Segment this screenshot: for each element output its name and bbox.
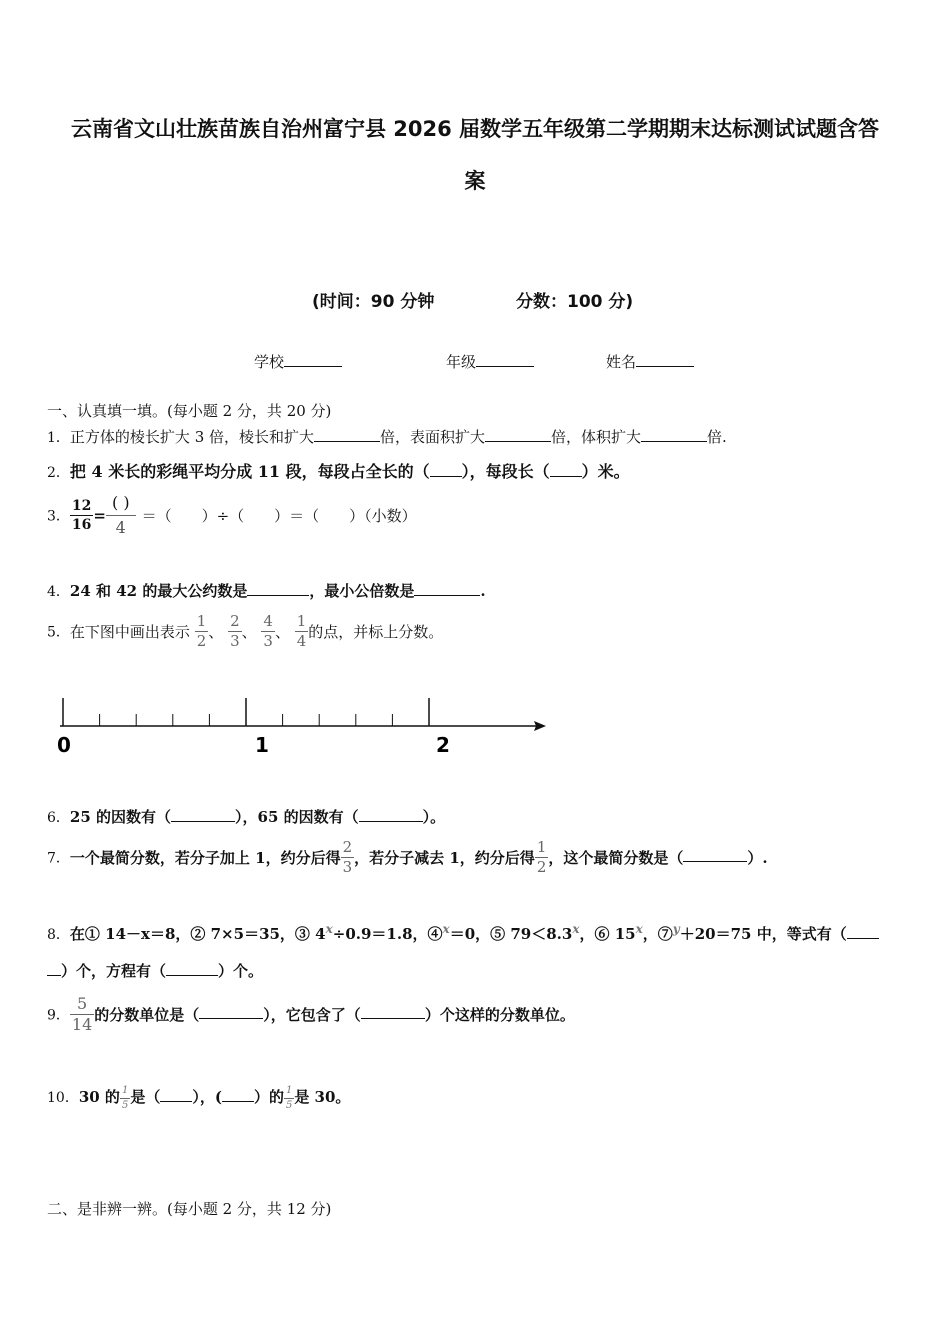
name-blank[interactable] <box>636 365 694 367</box>
page-title-continued: 案 <box>464 169 486 193</box>
q1-text-b: 倍，表面积扩大 <box>380 428 486 446</box>
question-4 <box>47 580 486 601</box>
q9-fraction-5-14: $\frac{5}{14}$ <box>71 994 93 1034</box>
q2-blank-1[interactable] <box>430 475 462 477</box>
q7-fraction-1-2: $\frac{1}{2}$ <box>536 838 547 876</box>
q8-text-5: ，⑦ <box>642 925 673 943</box>
question-2 <box>47 459 630 482</box>
name-field <box>606 351 694 372</box>
exam-time: (时间：90 分钟 <box>312 292 435 312</box>
question-number: 9． <box>47 1007 70 1024</box>
q10-text-c: ），( <box>192 1088 222 1106</box>
q5-fraction-4-3: $\frac{4}{3}$ <box>263 612 273 650</box>
question-6 <box>47 806 445 827</box>
q8-text-8: ）个。 <box>218 962 264 980</box>
q1-text-c: 倍，体积扩大 <box>551 428 642 446</box>
q4-text-c: . <box>480 582 486 600</box>
q8-variable-x: x <box>442 922 450 936</box>
section-2-heading: 二、是非辨一辨。(每小题 2 分，共 12 分) <box>47 1200 332 1218</box>
q3-fraction-12-16: $\frac{12}{16}$ <box>71 498 92 533</box>
q5-text-a: 在下图中画出表示 <box>69 623 190 641</box>
q5-fraction-1-4: $\frac{1}{4}$ <box>296 612 307 650</box>
page-title: 云南省文山壮族苗族自治州富宁县 2026 届数学五年级第二学期期末达标测试试题含答 <box>70 117 880 141</box>
q1-blank-1[interactable] <box>314 440 380 442</box>
q6-blank-1[interactable] <box>171 820 235 822</box>
q8-variable-y: y <box>672 922 680 936</box>
number-line-label-2: 2 <box>436 733 450 757</box>
question-3 <box>47 495 417 536</box>
q8-blank-1-continued[interactable] <box>47 974 61 976</box>
q7-text-d: ）. <box>747 849 768 867</box>
school-label: 学校 <box>254 353 285 371</box>
question-number: 8． <box>47 927 70 943</box>
question-number: 4． <box>47 584 70 600</box>
q7-blank[interactable] <box>683 860 747 862</box>
q10-text-e: 是 30。 <box>294 1088 351 1106</box>
q1-text-a: 正方体的棱长扩大 3 倍，棱长和扩大 <box>69 428 315 446</box>
question-5 <box>47 614 443 649</box>
q7-text-b: ，若分子减去 1，约分后得 <box>354 849 535 867</box>
question-number: 5． <box>47 624 70 641</box>
q10-text-a: 30 的 <box>78 1088 120 1106</box>
q8-variable-x: x <box>572 922 580 936</box>
question-9 <box>47 996 575 1033</box>
number-line-label-0: 0 <box>57 733 71 757</box>
number-line-label-1: 1 <box>255 733 269 757</box>
question-1 <box>47 426 727 447</box>
q9-blank-2[interactable] <box>361 1017 425 1019</box>
q1-text-d: 倍. <box>707 428 727 446</box>
grade-blank[interactable] <box>476 365 534 367</box>
q1-blank-3[interactable] <box>641 440 707 442</box>
q6-text-a: 25 的因数有（ <box>69 808 172 826</box>
grade-label: 年级 <box>446 353 477 371</box>
grade-field <box>446 351 534 372</box>
q10-blank-1[interactable] <box>160 1100 192 1102</box>
q10-fraction-1-5: $\frac{1}{5}$ <box>121 1085 129 1111</box>
q6-text-c: ）。 <box>422 808 446 826</box>
q10-text-d: ）的 <box>253 1088 284 1106</box>
q4-blank-1[interactable] <box>247 594 309 596</box>
question-10 <box>47 1086 350 1111</box>
name-label: 姓名 <box>606 353 637 371</box>
q9-text-c: ）个这样的分数单位。 <box>424 1006 575 1024</box>
q10-fraction-1-5: $\frac{1}{5}$ <box>285 1085 293 1111</box>
q7-fraction-2-3: $\frac{2}{3}$ <box>342 838 353 876</box>
question-number: 7． <box>47 850 70 867</box>
q7-text-c: ，这个最简分数是（ <box>548 849 684 867</box>
exam-score: 分数：100 分) <box>516 292 634 312</box>
q5-fraction-2-3: $\frac{2}{3}$ <box>230 612 240 650</box>
q5-text-b: 的点，并标上分数。 <box>308 623 444 641</box>
question-7 <box>47 840 768 875</box>
q8-text-7: ）个，方程有（ <box>61 962 167 980</box>
q3-equals: = <box>93 506 106 525</box>
q7-text-a: 一个最简分数，若分子加上 1，约分后得 <box>69 849 341 867</box>
q8-blank-1[interactable] <box>847 937 879 939</box>
q5-fraction-1-2: $\frac{1}{2}$ <box>196 612 207 650</box>
q4-text-a: 24 和 42 的最大公约数是 <box>69 582 248 600</box>
q8-text-6: ＋20＝75 中，等式有（ <box>679 925 847 943</box>
q2-text-c: ）米。 <box>581 462 630 481</box>
question-number: 2． <box>47 465 70 481</box>
q2-text-b: ），每段长（ <box>461 462 550 481</box>
q2-blank-2[interactable] <box>550 475 582 477</box>
q4-blank-2[interactable] <box>414 594 480 596</box>
q10-blank-2[interactable] <box>222 1100 254 1102</box>
q5-separator: 、 <box>241 623 257 641</box>
school-field <box>254 351 342 372</box>
q1-blank-2[interactable] <box>485 440 551 442</box>
q8-blank-2[interactable] <box>166 974 218 976</box>
q9-text-a: 的分数单位是（ <box>94 1006 200 1024</box>
q9-text-b: ），它包含了（ <box>263 1006 361 1024</box>
question-8-continued <box>47 960 263 981</box>
q8-text-4: ，⑥ 15 <box>579 925 636 943</box>
q10-text-b: 是（ <box>130 1088 161 1106</box>
question-number: 6． <box>47 810 70 826</box>
question-number: 10． <box>47 1090 79 1106</box>
q8-text-2: ÷0.9＝1.8，④ <box>332 925 443 943</box>
q6-blank-2[interactable] <box>359 820 423 822</box>
number-line-ticks <box>63 698 429 726</box>
question-8 <box>47 922 879 944</box>
q2-text-a: 把 4 米长的彩绳平均分成 11 段，每段占全长的（ <box>69 462 430 481</box>
section-1-heading: 一、认真填一填。(每小题 2 分，共 20 分) <box>47 402 332 420</box>
q6-text-b: ），65 的因数有（ <box>235 808 359 826</box>
q3-fraction-blank-4: $\frac{( )}{4}$ <box>106 495 136 536</box>
q9-blank-1[interactable] <box>199 1017 263 1019</box>
q5-separator: 、 <box>274 623 290 641</box>
q4-text-b: ，最小公倍数是 <box>309 582 415 600</box>
q3-rest: ＝（ ）÷（ ）＝（ ）（小数） <box>141 507 417 525</box>
q8-variable-x: x <box>635 922 643 936</box>
question-number: 3． <box>47 508 70 525</box>
q8-text-1: 在① 14－x＝8，② 7×5＝35，③ 4 <box>69 925 326 943</box>
q5-separator: 、 <box>208 623 224 641</box>
q8-text-3: ＝0，⑤ 79＜8.3 <box>449 925 573 943</box>
question-number: 1． <box>47 430 70 446</box>
school-blank[interactable] <box>284 365 342 367</box>
number-line[interactable] <box>50 690 560 765</box>
q8-variable-x: x <box>325 922 333 936</box>
